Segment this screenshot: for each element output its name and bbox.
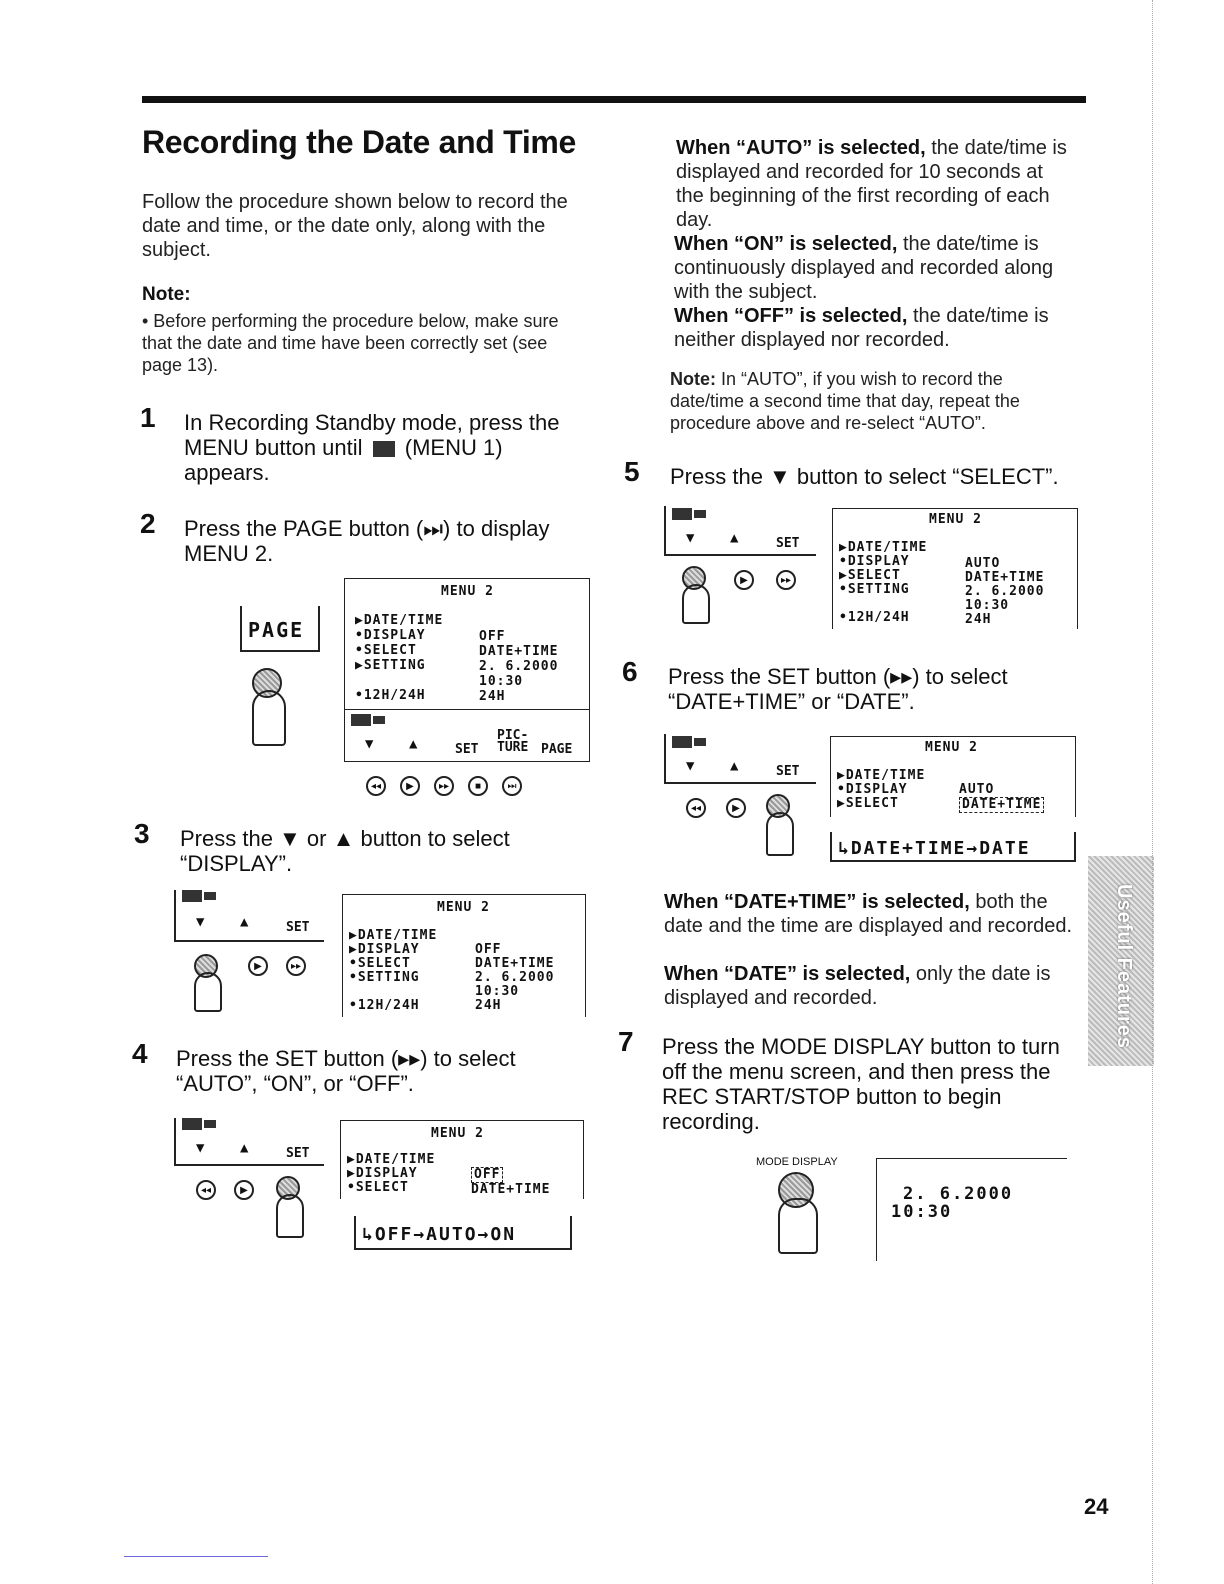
step-5-number: 5 (624, 456, 640, 487)
page-label: PAGE (541, 742, 573, 757)
menu-datetime-highlighted: DATE+TIME (959, 797, 1044, 813)
up-arrow-icon: ▲ (240, 1140, 249, 1156)
menu-time-val: 10:30 (965, 598, 1010, 613)
cycle-bracket-step6 (830, 832, 1076, 862)
camera-buttons-row (366, 776, 522, 796)
menu-title: MENU 2 (441, 584, 494, 599)
menu-24h-val: 24H (475, 998, 502, 1013)
menu-left-column (839, 541, 927, 625)
menu-select: ▶SELECT (837, 796, 899, 811)
menu-time-val: 10:30 (479, 674, 524, 689)
menu-left-column (355, 613, 443, 703)
play-button-icon: ▶ (248, 956, 268, 976)
finger-icon (194, 972, 222, 1012)
menu-24h-val: 24H (965, 612, 992, 627)
note-label: Note: (142, 284, 191, 305)
ff-button-icon: ▸▸ (434, 776, 454, 796)
on-description (674, 232, 1078, 304)
on-desc-text: the date/time is continuously displayed and recorded along with the subject. (674, 233, 1054, 303)
menu-right-column (965, 557, 1044, 627)
intro-paragraph: Follow the procedure shown below to record the date and time, or the date only, along with the subject. (142, 191, 568, 261)
menu-right-column (475, 943, 554, 1013)
menu-date-time: ▶DATE/TIME (837, 768, 926, 783)
date-desc-bold: When “DATE” is selected, (664, 963, 911, 985)
menu-title: MENU 2 (925, 740, 978, 755)
menu-date-time: ▶DATE/TIME (349, 928, 438, 943)
menu-setting: ▶SETTING (355, 658, 426, 673)
play-button-icon: ▶ (734, 570, 754, 590)
menu2-screen-step5 (832, 508, 1078, 629)
menu-date-time: ▶DATE/TIME (347, 1152, 436, 1167)
ff-button-icon: ▸▸ (776, 570, 796, 590)
rewind-button-icon: ◂◂ (196, 1180, 216, 1200)
menu-left-column (349, 929, 437, 1013)
menu-display: ▶DISPLAY (349, 942, 420, 957)
finger-icon (252, 690, 286, 746)
rewind-button-icon: ◂◂ (366, 776, 386, 796)
menu-12h24h: •12H/24H (355, 688, 426, 703)
menu-icon (182, 1118, 202, 1130)
skip-button-icon: ⏭ (502, 776, 522, 796)
lcd-screen-step7 (876, 1158, 1067, 1261)
finger-step3 (194, 954, 222, 1012)
battery-icon (204, 892, 216, 900)
menu-left-column (837, 769, 925, 811)
down-arrow-icon: ▼ (686, 530, 695, 546)
menu-icon (182, 890, 202, 902)
set-label: SET (286, 1146, 310, 1161)
rewind-button-icon: ◂◂ (686, 798, 706, 818)
menu-date-val: 2. 6.2000 (479, 659, 559, 674)
page-button-label-box (240, 606, 320, 652)
set-label: SET (776, 536, 800, 551)
datetime-desc-bold: When “DATE+TIME” is selected, (664, 891, 970, 913)
menu-title: MENU 2 (437, 900, 490, 915)
step-6-text: Press the SET button (▸▸) to select “DATE+TIME” or “DATE”. (668, 664, 1008, 714)
datetime-description (664, 890, 1080, 938)
step-3-number: 3 (134, 818, 150, 849)
step-2-text: Press the PAGE button (⏭) to display MENU 2. (184, 516, 550, 566)
off-desc-text: the date/time is neither displayed nor recorded. (674, 305, 1049, 351)
menu-right-column (479, 629, 558, 704)
step-1-text (184, 410, 584, 485)
set-label: SET (455, 742, 479, 757)
menu-display: •DISPLAY (355, 628, 426, 643)
menu-date-val: 2. 6.2000 (475, 970, 555, 985)
note2-label: Note: (670, 369, 716, 389)
menu2-screen-step6 (830, 736, 1076, 817)
menu-select: •SELECT (349, 956, 411, 971)
menu2-screen-step3 (342, 894, 586, 1017)
off-description (674, 304, 1078, 352)
auto-desc-bold: When “AUTO” is selected, (676, 137, 926, 159)
section-tab-label: Useful Features (1113, 884, 1135, 1050)
menu-title: MENU 2 (929, 512, 982, 527)
finger-step5 (682, 566, 710, 624)
down-arrow-icon: ▼ (686, 758, 695, 774)
menu-auto-val: AUTO (959, 782, 995, 797)
step-6-number: 6 (622, 656, 638, 687)
menu-12h24h: •12H/24H (839, 610, 910, 625)
menu-date-time: ▶DATE/TIME (355, 613, 444, 628)
on-desc-bold: When “ON” is selected, (674, 233, 898, 255)
menu-title: MENU 2 (431, 1126, 484, 1141)
finger-icon (276, 1194, 304, 1238)
step-5-text: Press the ▼ button to select “SELECT”. (670, 464, 1059, 489)
mode-display-label: MODE DISPLAY (756, 1156, 838, 1168)
up-arrow-icon: ▲ (730, 530, 739, 546)
menu-off-highlighted: OFF (471, 1167, 503, 1183)
menu-date-val: 2. 6.2000 (965, 584, 1045, 599)
step-7-text: Press the MODE DISPLAY button to turn off the menu screen, and then press the REC START/STOP button to begin recording. (662, 1034, 1060, 1134)
menu1-icon (373, 441, 395, 457)
menu-date-time: ▶DATE/TIME (839, 540, 928, 555)
picture-label: PIC- TURE (497, 728, 529, 755)
cycle-bracket-step4 (354, 1216, 572, 1250)
step-4-text: Press the SET button (▸▸) to select “AUTO”, “ON”, or “OFF”. (176, 1046, 516, 1096)
menu-datetime-val: DATE+TIME (471, 1182, 551, 1197)
menu-icon (351, 714, 371, 726)
menu-right-column (959, 783, 1044, 813)
header-rule (142, 96, 1086, 103)
lcd-time: 10:30 (891, 1202, 953, 1222)
datetime-desc-text: both the date and the time are displayed and recorded. (664, 891, 1073, 937)
play-button-icon: ▶ (726, 798, 746, 818)
menu-display: •DISPLAY (839, 554, 910, 569)
lcd-date-time (877, 1159, 1067, 1221)
page-finger (252, 668, 286, 746)
menu-off-val: OFF (475, 942, 502, 957)
stop-button-icon: ■ (468, 776, 488, 796)
set-label: SET (776, 764, 800, 779)
step-1-text-b: (MENU 1) appears. (184, 435, 503, 485)
battery-icon (694, 738, 706, 746)
step-1-number: 1 (140, 402, 156, 433)
menu-datetime-val: DATE+TIME (965, 570, 1045, 585)
down-arrow-icon: ▼ (365, 736, 374, 752)
menu-display: •DISPLAY (837, 782, 908, 797)
finger-step7 (778, 1172, 818, 1254)
menu-select: •SELECT (355, 643, 417, 658)
finger-step4 (276, 1176, 304, 1238)
menu-datetime-val: DATE+TIME (479, 644, 559, 659)
menu-datetime-val: DATE+TIME (475, 956, 555, 971)
menu-icon (672, 508, 692, 520)
auto-desc-text: the date/time is displayed and recorded for 10 seconds at the beginning of the first recording of each day. (676, 137, 1067, 231)
menu-display: ▶DISPLAY (347, 1166, 418, 1181)
note-text: • Before performing the procedure below, make sure that the date and time have been correctly set (see page 13). (142, 311, 559, 375)
play-button-icon: ▶ (400, 776, 420, 796)
menu-24h-val: 24H (479, 689, 506, 704)
menu-left-column (347, 1153, 435, 1195)
battery-icon (373, 716, 385, 724)
section-tab (1088, 856, 1154, 1066)
cycle-text: ↳DATE+TIME→DATE (838, 838, 1031, 859)
up-arrow-icon: ▲ (409, 736, 418, 752)
menu-off-val: OFF (479, 629, 506, 644)
finger-icon (682, 584, 710, 624)
play-button-icon: ▶ (234, 1180, 254, 1200)
finger-icon (778, 1198, 818, 1254)
step-1-text-a: In Recording Standby mode, press the MENU button until (184, 410, 560, 460)
set-label: SET (286, 920, 310, 935)
menu-select: •SELECT (347, 1180, 409, 1195)
auto-description (676, 136, 1076, 232)
control-strip-step5 (664, 506, 816, 556)
footer-rule (124, 1556, 268, 1557)
menu2-screen-step2 (344, 578, 590, 762)
menu-right-column (471, 1167, 550, 1197)
control-strip (345, 709, 589, 762)
note2-text: In “AUTO”, if you wish to record the date/time a second time that day, repeat the procedure above and re-select “AUTO”. (670, 369, 1020, 433)
step-2-number: 2 (140, 508, 156, 539)
menu-select: ▶SELECT (839, 568, 901, 583)
menu-auto-val: AUTO (965, 556, 1001, 571)
control-strip-step3 (174, 890, 324, 942)
step-3-text: Press the ▼ or ▲ button to select “DISPLAY”. (180, 826, 510, 876)
page-title: Recording the Date and Time (142, 124, 577, 160)
down-arrow-icon: ▼ (196, 914, 205, 930)
lcd-date: 2. 6.2000 (903, 1184, 1014, 1204)
battery-icon (204, 1120, 216, 1128)
page-number: 24 (1084, 1494, 1109, 1519)
note2-block (670, 368, 1076, 434)
menu-12h24h: •12H/24H (349, 998, 420, 1013)
finger-icon (766, 812, 794, 856)
step-4-number: 4 (132, 1038, 148, 1069)
page-edge (1152, 0, 1154, 1584)
menu-icon (672, 736, 692, 748)
finger-step6 (766, 794, 794, 856)
ff-button-icon: ▸▸ (286, 956, 306, 976)
note-block (142, 284, 592, 376)
page-button-label: PAGE (248, 618, 305, 642)
menu-setting: •SETTING (349, 970, 420, 985)
up-arrow-icon: ▲ (240, 914, 249, 930)
menu-setting: •SETTING (839, 582, 910, 597)
off-desc-bold: When “OFF” is selected, (674, 305, 908, 327)
up-arrow-icon: ▲ (730, 758, 739, 774)
down-arrow-icon: ▼ (196, 1140, 205, 1156)
step-7-number: 7 (618, 1026, 634, 1057)
date-description (664, 962, 1074, 1010)
control-strip-step6 (664, 734, 816, 784)
battery-icon (694, 510, 706, 518)
cycle-text: ↳OFF→AUTO→ON (362, 1224, 517, 1245)
control-strip-step4 (174, 1118, 324, 1166)
menu-time-val: 10:30 (475, 984, 520, 999)
menu2-screen-step4 (340, 1120, 584, 1199)
date-desc-text: only the date is displayed and recorded. (664, 963, 1051, 1009)
